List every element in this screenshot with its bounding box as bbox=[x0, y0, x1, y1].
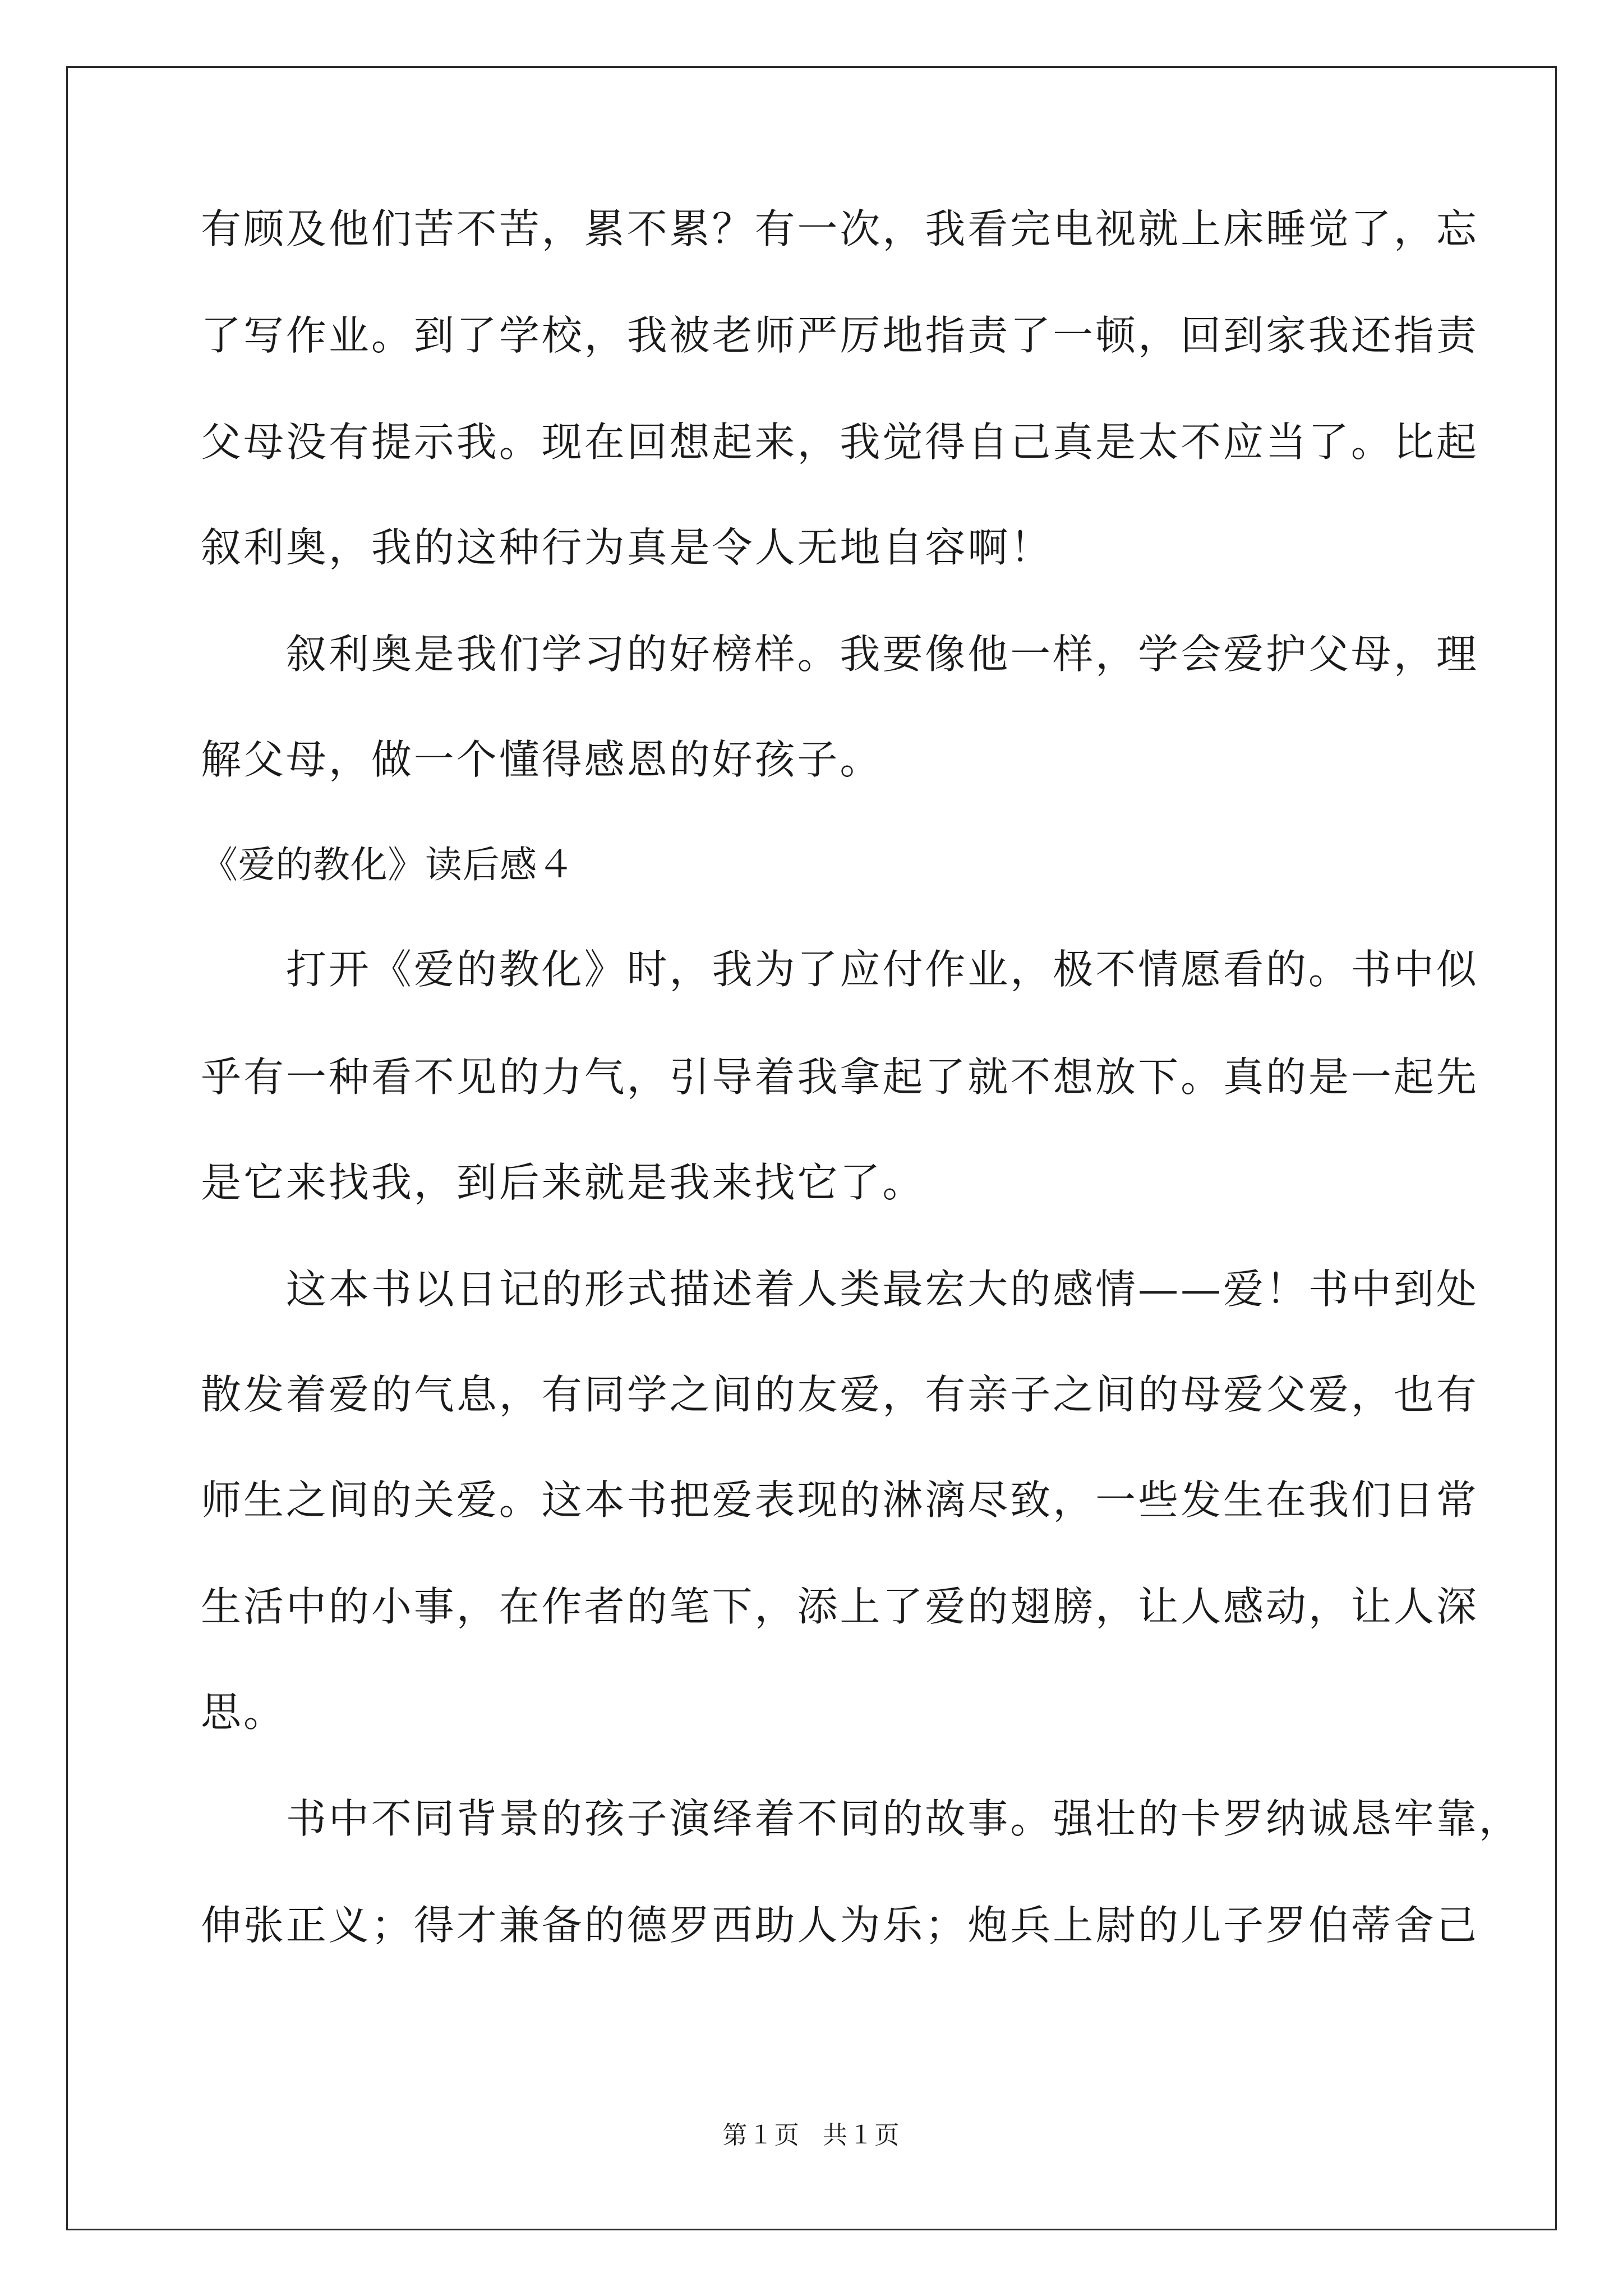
text-line: 是它来找我，到后来就是我来找它了。 bbox=[201, 1159, 925, 1206]
text-line: 叙利奥是我们学习的好榜样。我要像他一样，学会爱护父母，理 bbox=[201, 631, 1479, 678]
text-line: 伸张正义；得才兼备的德罗西助人为乐；炮兵上尉的儿子罗伯蒂舍己 bbox=[201, 1902, 1479, 1949]
text-line: 师生之间的关爱。这本书把爱表现的淋漓尽致，一些发生在我们日常 bbox=[201, 1476, 1479, 1524]
text-line: 有顾及他们苦不苦，累不累？有一次，我看完电视就上床睡觉了，忘 bbox=[201, 205, 1479, 252]
text-line: 思。 bbox=[201, 1688, 286, 1736]
text-line: 散发着爱的气息，有同学之间的友爱，有亲子之间的母爱父爱，也有 bbox=[201, 1371, 1479, 1418]
page-number: 第１页 bbox=[722, 2121, 800, 2150]
text-line: 解父母，做一个懂得感恩的好孩子。 bbox=[201, 736, 883, 783]
text-line: 这本书以日记的形式描述着人类最宏大的感情——爱！书中到处 bbox=[201, 1266, 1479, 1313]
text-line: 叙利奥，我的这种行为真是令人无地自容啊！ bbox=[201, 524, 1053, 571]
text-line: 乎有一种看不见的力气，引导着我拿起了就不想放下。真的是一起先 bbox=[201, 1053, 1479, 1101]
text-line: 父母没有提示我。现在回想起来，我觉得自己真是太不应当了。比起 bbox=[201, 418, 1479, 466]
text-line: 生活中的小事，在作者的笔下，添上了爱的翅膀，让人感动，让人深 bbox=[201, 1583, 1479, 1630]
section-heading: 《爱的教化》读后感４ bbox=[201, 843, 575, 886]
page-total: 共１页 bbox=[823, 2121, 901, 2150]
text-line: 书中不同背景的孩子演绎着不同的故事。强壮的卡罗纳诚恳牢靠， bbox=[201, 1795, 1521, 1842]
page-footer bbox=[0, 2122, 1623, 2150]
text-line: 了写作业。到了学校，我被老师严厉地指责了一顿，回到家我还指责 bbox=[201, 312, 1479, 359]
text-line: 打开《爱的教化》时，我为了应付作业，极不情愿看的。书中似 bbox=[201, 946, 1479, 993]
